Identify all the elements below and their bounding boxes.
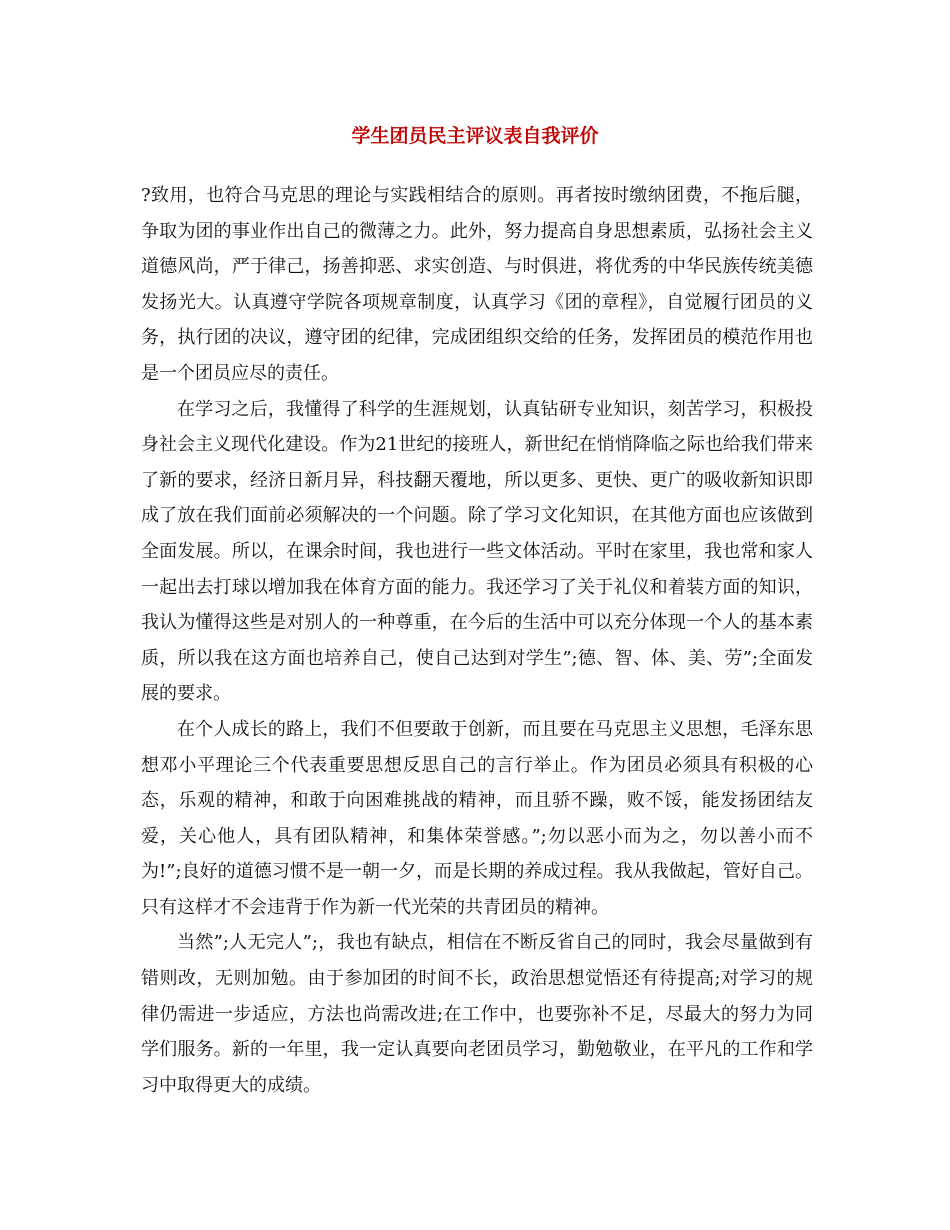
paragraph-3: 在个人成长的路上，我们不但要敢于创新，而且要在马克思主义思想，毛泽东思想邓小平理论三个代表重要思想反思自己的言行举止。作为团员必须具有积极的心态，乐观的精神，和敢于向困难挑战的精神，而且骄不躁，败不馁，能发扬团结友爱，关心他人，具有团队精神，和集体荣誉感。”;勿以恶小而为之，勿以善小而不为!”;良好的道德习惯不是一朝一夕，而是长期的养成过程。我从我做起，管好自己。只有这样才不会违背于作为新一代光荣的共青团员的精神。 [141,718,813,918]
paragraph-4: 当然”;人无完人”;，我也有缺点，相信在不断反省自己的同时，我会尽量做到有错则改，无则加勉。由于参加团的时间不长，政治思想觉悟还有待提高;对学习的规律仍需进一步适应，方法也尚需改进;在工作中，也要弥补不足，尽最大的努力为同学们服务。新的一年里，我一定认真要向老团员学习，勤勉敬业，在平凡的工作和学习中取得更大的成绩。 [141,932,813,1096]
document-body [141,178,813,1103]
document-title: 学生团员民主评议表自我评价 [351,125,599,147]
paragraph-1: ?致用，也符合马克思的理论与实践相结合的原则。再者按时缴纳团费，不拖后腿，争取为团的事业作出自己的微薄之力。此外，努力提高自身思想素质，弘扬社会主义道德风尚，严于律己，扬善抑恶、求实创造、与时俱进，将优秀的中华民族传统美德发扬光大。认真遵守学院各项规章制度，认真学习《团的章程》，自觉履行团员的义务，执行团的决议，遵守团的纪律，完成团组织交给的任务，发挥团员的模范作用也是一个团员应尽的责任。 [141,185,813,384]
paragraph-2: 在学习之后，我懂得了科学的生涯规划，认真钻研专业知识，刻苦学习，积极投身社会主义现代化建设。作为21世纪的接班人，新世纪在悄悄降临之际也给我们带来了新的要求，经济日新月异，科技翻天覆地，所以更多、更快、更广的吸收新知识即成了放在我们面前必须解决的一个问题。除了学习文化知识，在其他方面也应该做到全面发展。所以，在课余时间，我也进行一些文体活动。平时在家里，我也常和家人一起出去打球以增加我在体育方面的能力。我还学习了关于礼仪和着装方面的知识，我认为懂得这些是对别人的一种尊重，在今后的生活中可以充分体现一个人的基本素质，所以我在这方面也培养自己，使自己达到对学生”;德、智、体、美、劳”;全面发展的要求。 [141,398,813,705]
